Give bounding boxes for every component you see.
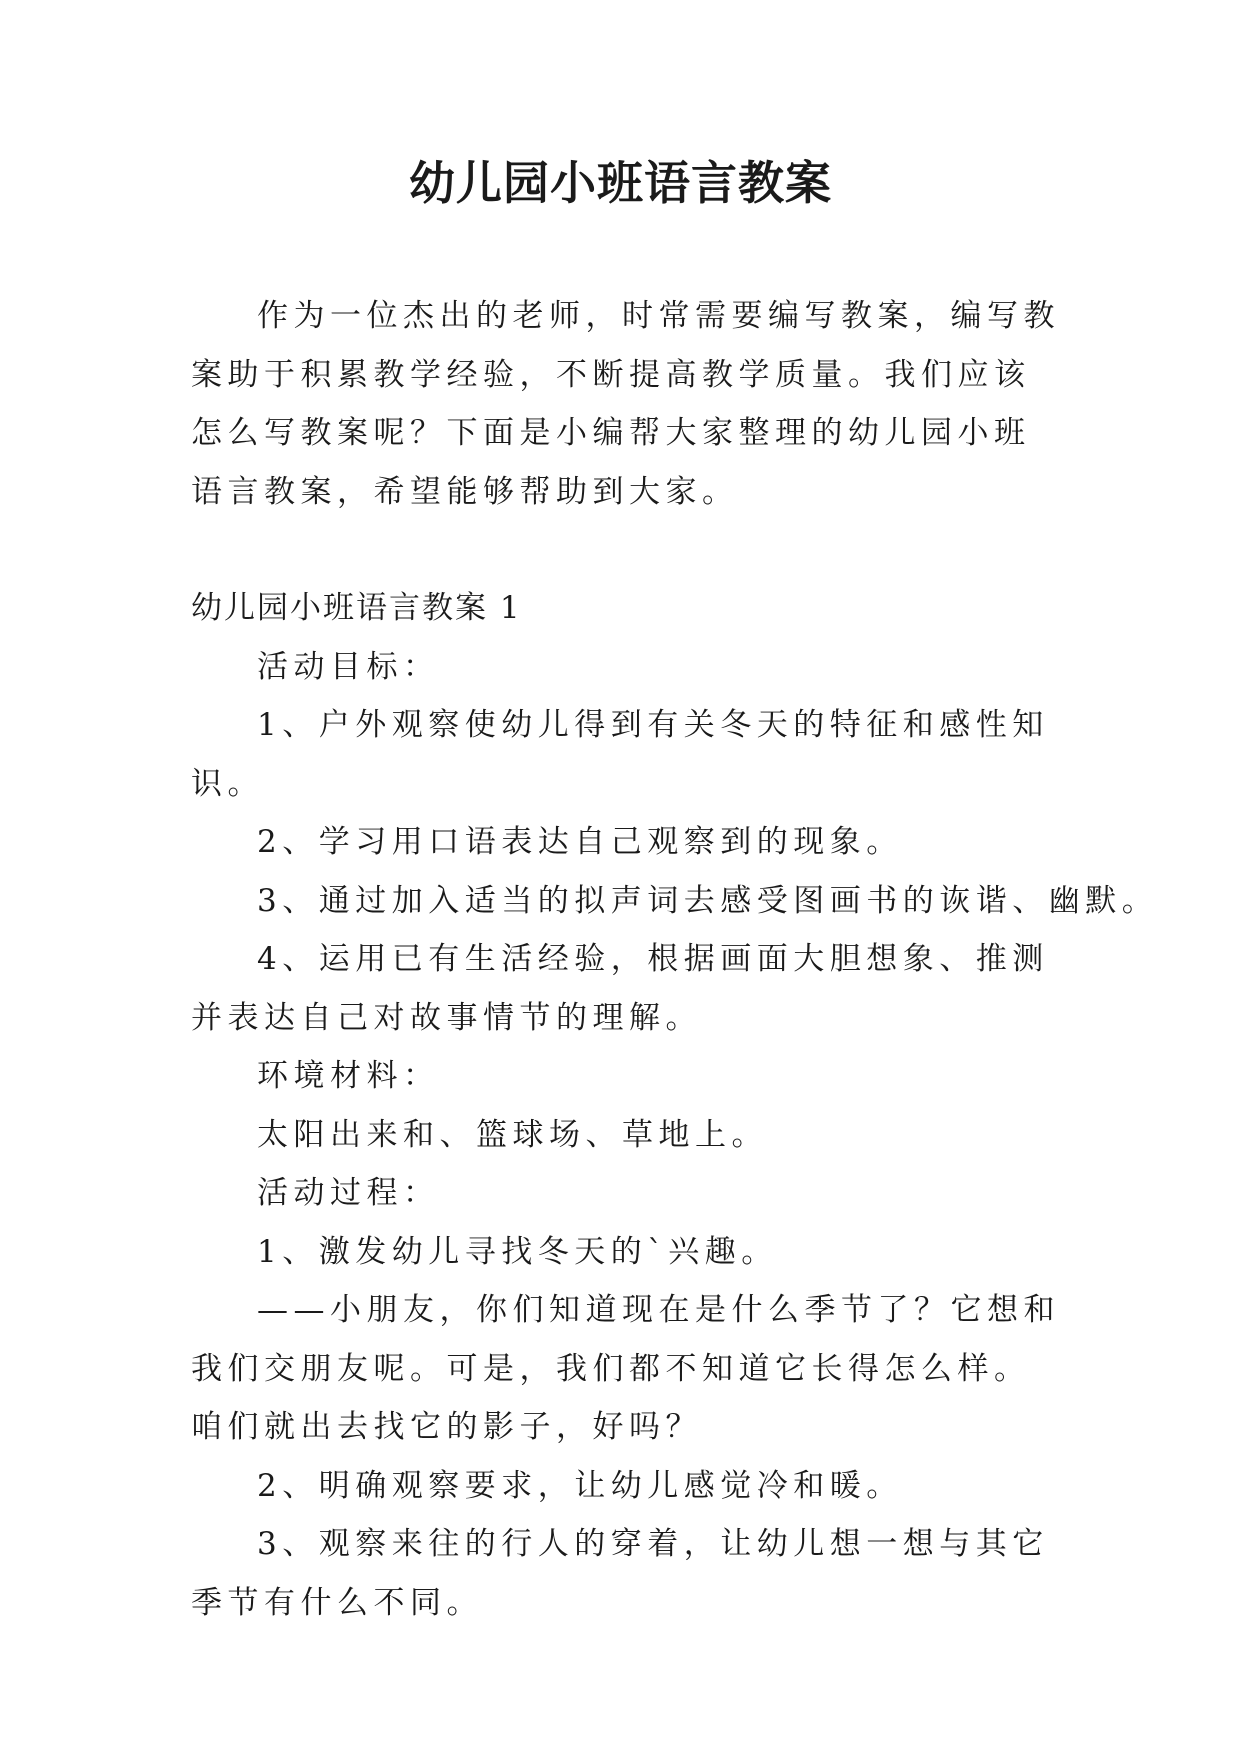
goal-item: 2、学习用口语表达自己观察到的现象。 [257, 824, 903, 860]
materials-heading: 环境材料： [257, 1058, 440, 1094]
goal-item: 1、户外观察使幼儿得到有关冬天的特征和感性知识。 [191, 707, 1049, 802]
document-title: 幼儿园小班语言教案 [409, 156, 832, 210]
section-heading: 幼儿园小班语言教案 1 [191, 590, 522, 626]
goal-item: 3、通过加入适当的拟声词去感受图画书的诙谐、幽默。 [257, 882, 1159, 919]
process-item: ——小朋友，你们知道现在是什么季节了？它想和我们交朋友呢。可是，我们都不知道它长得怎么样。咱们就出去找它的影子，好吗？ [191, 1292, 1060, 1445]
process-item: 2、明确观察要求，让幼儿感觉冷和暖。 [257, 1467, 903, 1504]
goals-heading: 活动目标： [257, 648, 440, 685]
document-body [191, 287, 1159, 1632]
intro-paragraph: 作为一位杰出的老师，时常需要编写教案，编写教案助于积累教学经验，不断提高教学质量。我们应该怎么写教案呢？下面是小编帮大家整理的幼儿园小班语言教案，希望能够帮助到大家。 [191, 298, 1060, 510]
materials-text: 太阳出来和、篮球场、草地上。 [257, 1116, 768, 1153]
goal-item: 4、运用已有生活经验，根据画面大胆想象、推测并表达自己对故事情节的理解。 [191, 941, 1049, 1036]
process-item: 3、观察来往的行人的穿着，让幼儿想一想与其它季节有什么不同。 [191, 1526, 1049, 1621]
process-heading: 活动过程： [257, 1175, 440, 1211]
paragraph-spacer [191, 521, 1061, 579]
process-item: 1、激发幼儿寻找冬天的`兴趣。 [257, 1233, 778, 1270]
